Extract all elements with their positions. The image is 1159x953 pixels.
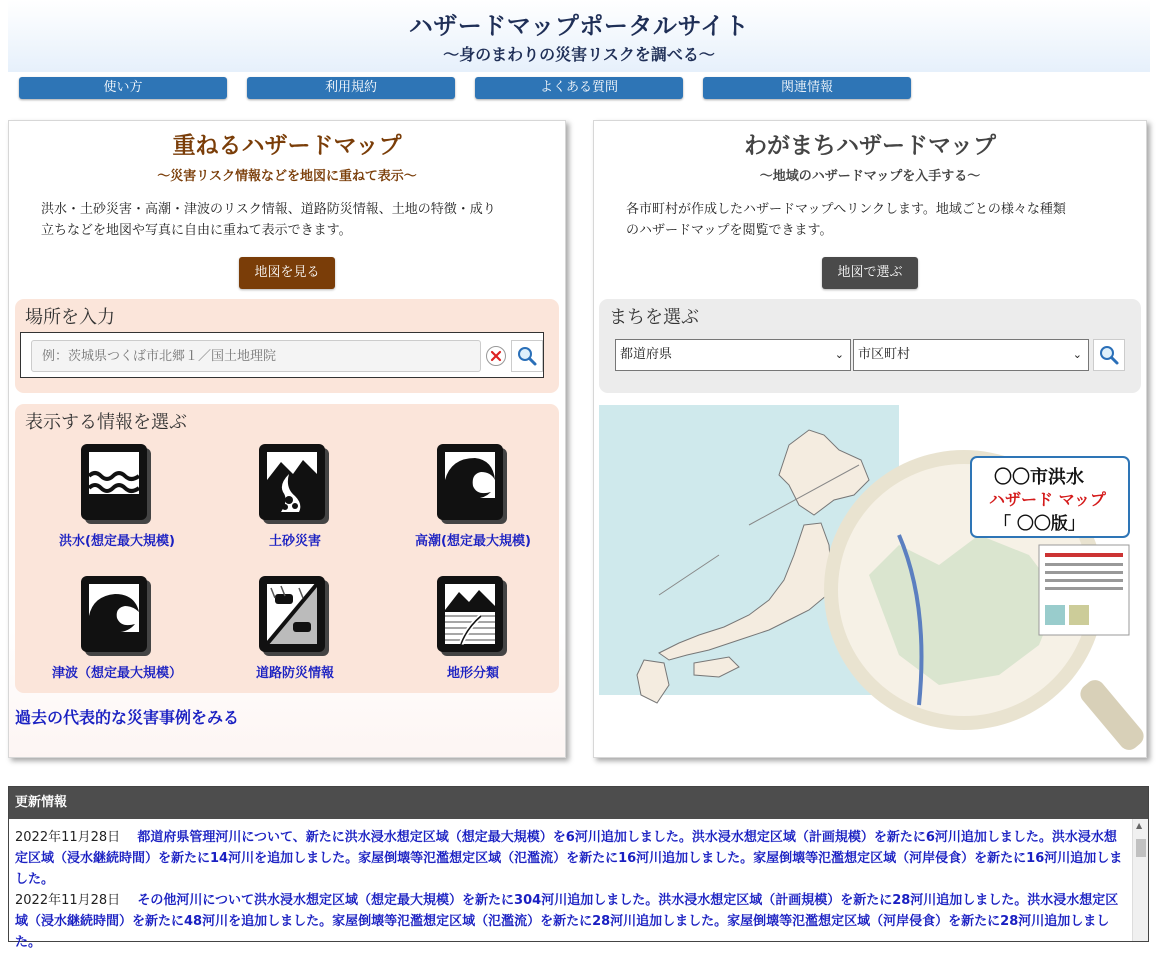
city-select[interactable] [853, 339, 1089, 371]
update-entry [15, 827, 1127, 890]
update-date: 2022年11月28日 [15, 830, 121, 845]
landform-layer-item[interactable] [385, 576, 561, 696]
overlay-map-subtitle: 〜災害リスク情報などを地図に重ねて表示〜 [157, 169, 417, 184]
map-overlay-line1: 〇〇市洪水 [994, 467, 1084, 488]
site-title: ハザードマップポータルサイト [408, 12, 750, 40]
town-select-box [599, 299, 1141, 393]
info-select-box [15, 404, 559, 693]
flood-layer-item[interactable] [29, 444, 205, 564]
city-select-value: 市区町村 [858, 347, 911, 362]
chevron-down-icon: ⌄ [1072, 348, 1082, 361]
search-frame [20, 332, 544, 378]
site-header [8, 0, 1150, 72]
storm-surge-layer-item[interactable] [385, 444, 561, 564]
select-on-map-button[interactable]: 地図で選ぶ [822, 257, 918, 289]
flood-layer-label: 洪水(想定最大規模) [59, 534, 175, 549]
overlay-map-description [41, 199, 496, 241]
location-search-input[interactable] [31, 340, 481, 372]
local-map-description [626, 199, 1066, 241]
view-map-button[interactable]: 地図を見る [239, 257, 335, 289]
landform-icon [437, 576, 509, 656]
local-hazard-map-panel [593, 120, 1147, 758]
prefecture-select-value: 都道府県 [620, 347, 673, 362]
past-disaster-link[interactable]: 過去の代表的な災害事例をみる [15, 708, 240, 727]
clear-search-button[interactable] [485, 345, 507, 367]
chevron-down-icon: ⌄ [834, 348, 844, 361]
japan-map-image[interactable] [599, 405, 1143, 755]
storm-surge-icon [437, 444, 509, 524]
clear-icon [485, 345, 507, 367]
nav-related-button[interactable]: 関連情報 [703, 77, 911, 99]
update-text[interactable]: 都道府県管理河川について、新たに洪水浸水想定区域（想定最大規模）を6河川追加しました。洪水浸水想定区域（計画規模）を新たに6河川追加しました。洪水浸水想定区域（浸水継続時間）を新たに14河川を追加しました。家屋倒壊等氾濫想定区域（氾濫流）を新たに16河川追加しました。家屋倒壊等氾濫想定区域（河岸侵食）を新たに16河川追加しました。 [15, 830, 1123, 887]
search-icon [1098, 344, 1120, 366]
scroll-thumb[interactable] [1136, 839, 1146, 857]
description-line: のハザードマップを閲覧できます。 [626, 223, 833, 238]
updates-list[interactable] [9, 819, 1133, 950]
overlay-map-title: 重ねるハザードマップ [172, 133, 402, 159]
updates-section [8, 786, 1149, 950]
landslide-layer-label: 土砂災害 [268, 534, 321, 549]
nav-faq-button[interactable]: よくある質問 [475, 77, 683, 99]
prefecture-select[interactable] [615, 339, 851, 371]
location-search-label: 場所を入力 [25, 307, 115, 328]
map-overlay-line2: ハザード マップ [989, 490, 1106, 509]
overlay-hazard-map-panel [8, 120, 566, 758]
tsunami-layer-item[interactable] [29, 576, 205, 696]
description-line: 各市町村が作成したハザードマップへリンクします。地域ごとの様々な種類 [626, 202, 1066, 217]
updates-title: 更新情報 [9, 787, 1148, 819]
nav-usage-button[interactable]: 使い方 [19, 77, 227, 99]
update-date: 2022年11月28日 [15, 893, 121, 908]
landslide-icon [259, 444, 331, 524]
town-search-button[interactable] [1093, 339, 1125, 371]
tsunami-icon [81, 576, 153, 656]
update-entry [15, 890, 1127, 953]
landslide-layer-item[interactable] [207, 444, 383, 564]
flood-icon [81, 444, 153, 524]
local-map-title: わがまちハザードマップ [743, 133, 997, 159]
road-disaster-layer-item[interactable] [207, 576, 383, 696]
nav-terms-button[interactable]: 利用規約 [247, 77, 455, 99]
map-overlay-line3: 「 〇〇版」 [994, 514, 1085, 534]
landform-layer-label: 地形分類 [446, 666, 499, 681]
update-text[interactable]: その他河川について洪水浸水想定区域（想定最大規模）を新たに304河川追加しました。洪水浸水想定区域（計画規模）を新たに28河川追加しました。洪水浸水想定区域（浸水継続時間）を新たに48河川を追加しました。家屋倒壊等氾濫想定区域（氾濫流）を新たに28河川追加しました。家屋倒壊等氾濫想定区域（河岸侵食）を新たに28河川追加しました。 [15, 893, 1119, 950]
description-line: 立ちなどを地図や写真に自由に重ねて表示できます。 [41, 223, 352, 238]
road-disaster-icon [259, 576, 331, 656]
scroll-up-icon[interactable]: ▲ [1136, 821, 1143, 830]
location-search-button[interactable] [511, 340, 543, 372]
site-subtitle: 〜身のまわりの災害リスクを調べる〜 [443, 45, 715, 64]
search-icon [516, 345, 538, 367]
info-select-label: 表示する情報を選ぶ [25, 412, 187, 433]
road-disaster-layer-label: 道路防災情報 [255, 666, 334, 681]
updates-scrollbar[interactable] [1132, 819, 1148, 941]
location-search-box [15, 299, 559, 393]
tsunami-layer-label: 津波（想定最大規模） [51, 666, 182, 681]
description-line: 洪水・土砂災害・高潮・津波のリスク情報、道路防災情報、土地の特徴・成り [41, 202, 496, 217]
storm-surge-layer-label: 高潮(想定最大規模) [415, 534, 531, 549]
town-select-label: まちを選ぶ [609, 307, 699, 328]
local-map-subtitle: 〜地域のハザードマップを入手する〜 [759, 169, 981, 184]
